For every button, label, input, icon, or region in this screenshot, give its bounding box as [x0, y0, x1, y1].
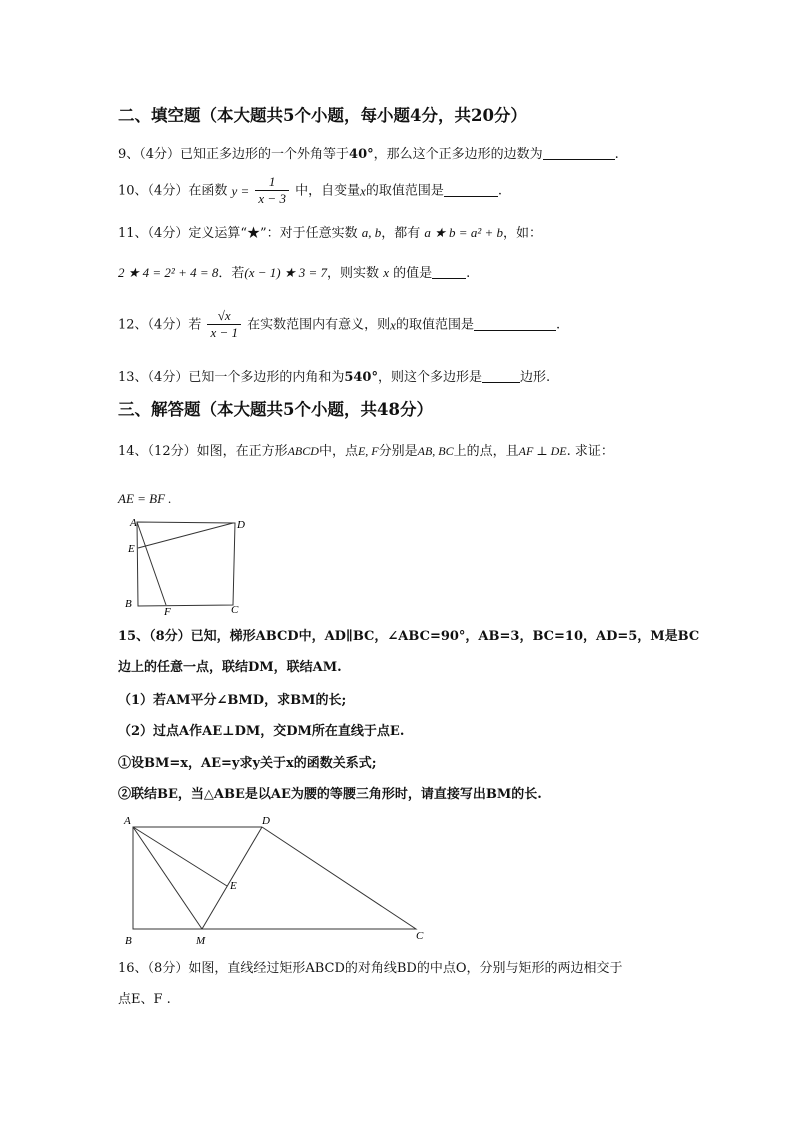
q10-prefix: 10、（4分）在函数 [118, 183, 228, 199]
label-a: A [130, 517, 137, 529]
segment-ae [133, 827, 227, 886]
question-14-line-1 [118, 445, 614, 458]
q11-end: . [466, 266, 471, 281]
question-14-line-2: AE = BF . [118, 491, 172, 506]
q12-answer-blank [474, 318, 556, 331]
q13-angle-sum: 540° [344, 370, 378, 385]
q11-vars: a, b [361, 225, 382, 240]
q14-square: ABCD [287, 444, 319, 458]
question-10 [118, 174, 502, 208]
q9-prefix: 9、（4分）已知正多边形的一个外角等于 [118, 147, 350, 162]
label-c: C [231, 604, 239, 616]
section-3-title: 三、解答题（本大题共5个小题，共48分） [118, 400, 433, 419]
q14-sides: AB, BC [417, 444, 454, 458]
q10-mid: 中，自变量 [295, 183, 361, 199]
label-b: B [125, 598, 132, 610]
q12-fraction [207, 308, 241, 342]
label-d: D [262, 815, 270, 827]
q12-denominator: x − 1 [210, 325, 239, 341]
q11-var: x [383, 265, 389, 280]
figure-square-abcd [118, 515, 253, 617]
q13-suffix: ，则这个多边形是 [377, 370, 482, 385]
q12-numerator: √x [207, 308, 241, 325]
question-15-part-1: （1）若AM平分∠BMD，求BM的长; [118, 693, 347, 708]
q13-prefix: 13、（4分）已知一个多边形的内角和为 [118, 370, 345, 385]
q9-angle: 40° [349, 147, 374, 162]
question-12 [118, 308, 560, 342]
figure-trapezoid-abcd [118, 812, 436, 952]
q10-var: x [360, 183, 366, 199]
q10-numerator: 1 [255, 174, 289, 191]
q12-var: x [390, 317, 396, 333]
segment-ed [138, 523, 233, 548]
q10-end: . [497, 183, 503, 199]
question-16-line-1: 16、（8分）如图，直线经过矩形ABCD的对角线BD的中点O，分别与矩形的两边相交于 [118, 961, 623, 976]
q11-condition: (x − 1) ★ 3 = 7 [244, 265, 328, 280]
label-c: C [416, 930, 424, 942]
q14-end: . 求证： [566, 444, 614, 459]
question-11-line-2 [118, 266, 470, 280]
q14-prefix: 14、（12分）如图，在正方形 [118, 444, 288, 459]
segment-dm [202, 827, 262, 929]
q10-fraction [255, 174, 289, 208]
q13-answer-blank [482, 370, 520, 383]
label-e: E [128, 543, 135, 555]
section-2-title: 二、填空题（本大题共5个小题，每小题4分，共20分） [118, 106, 527, 125]
question-15-line-2: 边上的任意一点，联结DM，联结AM. [118, 660, 342, 675]
q10-suffix: 的取值范围是 [365, 183, 444, 199]
q12-prefix: 12、（4分）若 [118, 317, 202, 333]
q11-line2-mid2: ，则实数 [327, 266, 380, 281]
q14-mid3: 上的点，且 [453, 444, 519, 459]
question-15-part-2: （2）过点A作AE⊥DM，交DM所在直线于点E. [118, 724, 405, 739]
label-b: B [125, 935, 132, 947]
q11-mid: ，都有 [381, 226, 421, 241]
q10-answer-blank [444, 184, 498, 197]
q14-mid: 中，点 [318, 444, 358, 459]
q14-points: E, F [357, 444, 379, 458]
q14-mid2: 分别是 [378, 444, 418, 459]
question-9 [118, 147, 619, 161]
q9-end: . [614, 147, 619, 162]
segment-am [133, 827, 202, 929]
q11-line1-end: ，如： [503, 226, 543, 241]
q9-suffix: ，那么这个正多边形的边数为 [373, 147, 543, 162]
label-m: M [196, 935, 206, 947]
question-15-part-2-2: ②联结BE，当△ABE是以AE为腰的等腰三角形时，请直接写出BM的长. [118, 787, 542, 802]
q14-condition: AF ⊥ DE [518, 444, 567, 458]
q12-suffix: 的取值范围是 [395, 317, 474, 333]
q11-line2-end: 的值是 [393, 266, 433, 281]
label-a: A [124, 815, 131, 827]
q11-example: 2 ★ 4 = 2² + 4 = 8 [118, 265, 219, 280]
q12-end: . [555, 317, 561, 333]
label-e: E [230, 880, 237, 892]
question-15-line-1: 15、（8分）已知，梯形ABCD中，AD∥BC，∠ABC=90°，AB=3，BC=10，AD=5，M是BC [118, 629, 700, 644]
q13-end: 边形. [519, 370, 551, 385]
question-16-line-2: 点E、F . [118, 992, 171, 1007]
q10-lhs: y = [231, 183, 250, 199]
q11-answer-blank [432, 266, 466, 279]
question-15-part-2-1: ①设BM=x，AE=y求y关于x的函数关系式; [118, 756, 377, 771]
question-13 [118, 370, 550, 384]
segment-af [137, 522, 166, 605]
question-11-line-1 [118, 226, 542, 240]
q12-mid: 在实数范围内有意义，则 [247, 317, 391, 333]
label-f: F [164, 606, 171, 617]
q11-definition: a ★ b = a² + b [424, 225, 504, 240]
trapezoid-outline [133, 827, 416, 929]
q11-prefix: 11、（4分）定义运算“★”：对于任意实数 [118, 226, 358, 241]
label-d: D [237, 519, 245, 531]
q11-line2-mid: ．若 [218, 266, 245, 281]
q10-denominator: x − 3 [258, 191, 286, 207]
q9-answer-blank [543, 147, 615, 160]
